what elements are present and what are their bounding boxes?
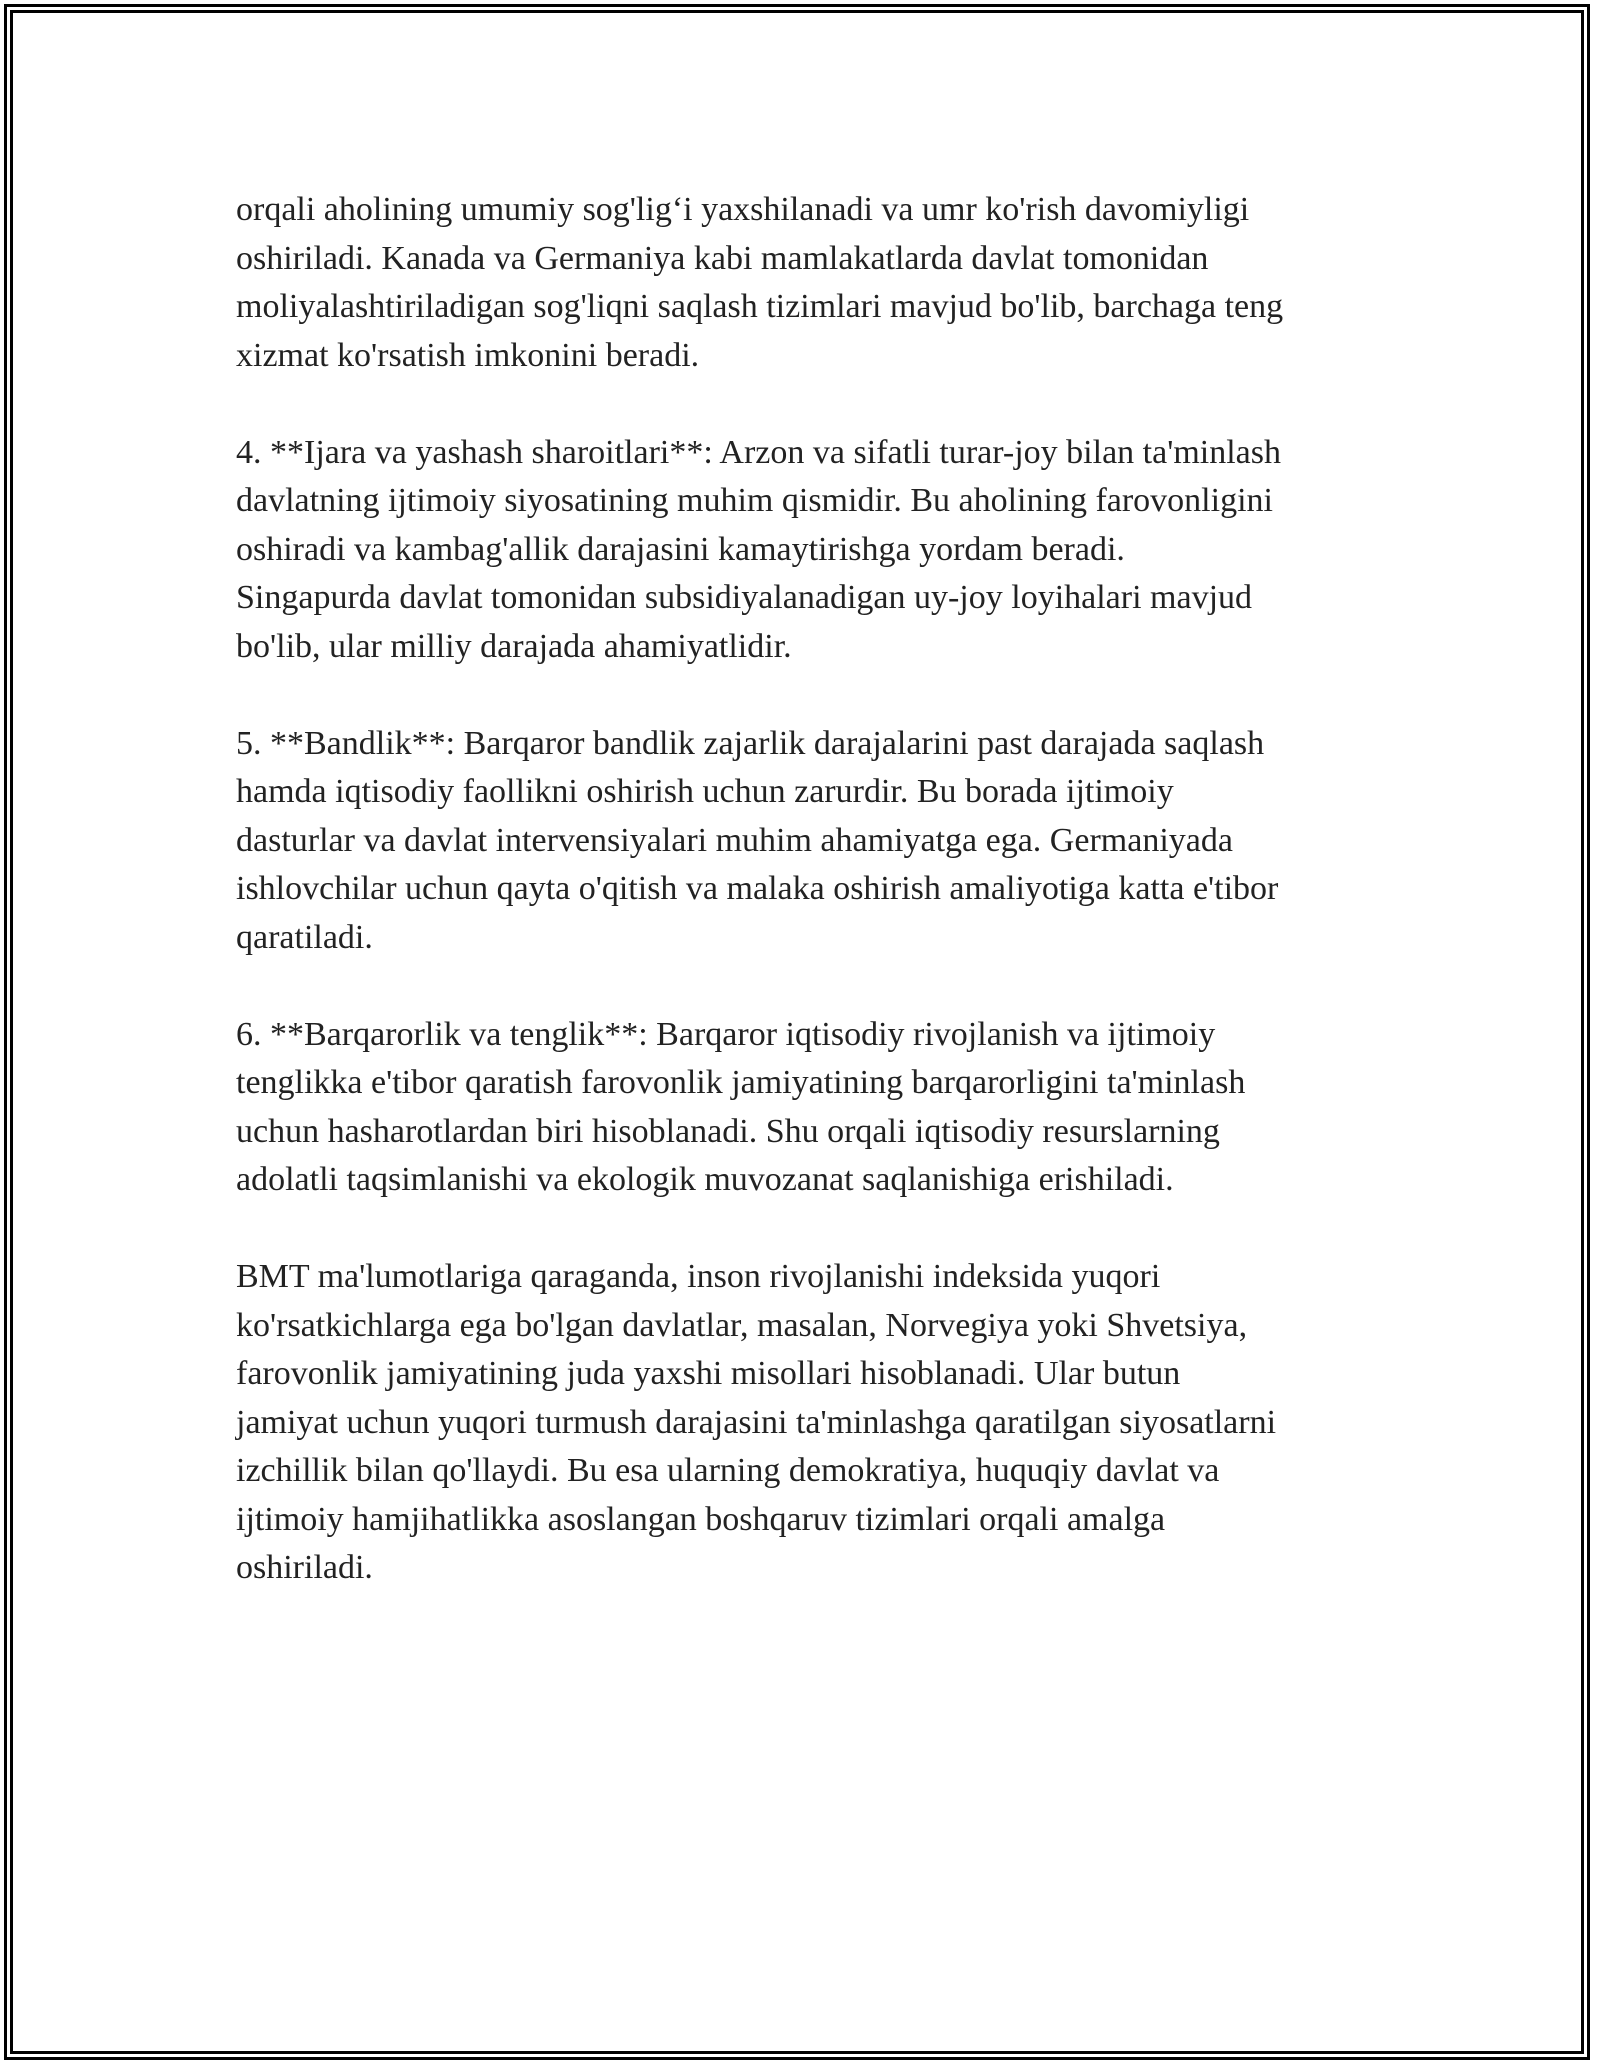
paragraph-sustainability: 6. **Barqarorlik va tenglik**: Barqaror iqtisodiy rivojlanish va ijtimoiy tenglikka e'tibor qaratish farovonlik jamiyatining barqarorligini ta'minlash uchun hasharotlardan biri hisoblanadi. Shu orqali iqtisodiy resurslarning adolatli taqsimlanishi va ekologik muvozanat saqlanishiga erishiladi.: [236, 1015, 1246, 1198]
paragraph-housing: 4. **Ijara va yashash sharoitlari**: Arzon va sifatli turar-joy bilan ta'minlash davlatning ijtimoiy siyosatining muhim qismidir. Bu aholining farovonligini oshiradi va kambag'allik darajasini kamaytirishga yordam beradi. Singapurda davlat tomonidan subsidiyalanadigan uy-joy loyihalari mavjud bo'lib, ular milliy darajada ahamiyatlidir.: [236, 433, 1281, 665]
paragraph-un-data: BMT ma'lumotlariga qaraganda, inson rivojlanishi indeksida yuqori ko'rsatkichlarga ega bo'lgan davlatlar, masalan, Norvegiya yoki Shvetsiya, farovonlik jamiyatining juda yaxshi misollari hisoblanadi. Ular butun jamiyat uchun yuqori turmush darajasini ta'minlashga qaratilgan siyosatlarni izchillik bilan qo'llaydi. Bu esa ularning demokratiya, huquqiy davlat va ijtimoiy hamjihatlikka asoslangan boshqaruv tizimlari orqali amalga oshiriladi.: [236, 1258, 1277, 1586]
paragraph-employment: 5. **Bandlik**: Barqaror bandlik zajarlik darajalarini past darajada saqlash hamda iqtisodiy faollikni oshirish uchun zarurdir. Bu borada ijtimoiy dasturlar va davlat intervensiyalari muhim ahamiyatga ega. Germaniyada ishlovchilar uchun qayta o'qitish va malaka oshirish amaliyotiga katta e'tibor qaratiladi.: [236, 724, 1279, 956]
document-body: [236, 186, 1376, 1641]
paragraph-healthcare-continuation: orqali aholining umumiy sog'lig‘i yaxshilanadi va umr ko'rish davomiyligi oshiriladi. Kanada va Germaniya kabi mamlakatlarda davlat tomonidan moliyalashtiriladigan sog'liqni saqlash tizimlari mavjud bo'lib, barchaga teng xizmat ko'rsatish imkonini beradi.: [236, 191, 1284, 374]
